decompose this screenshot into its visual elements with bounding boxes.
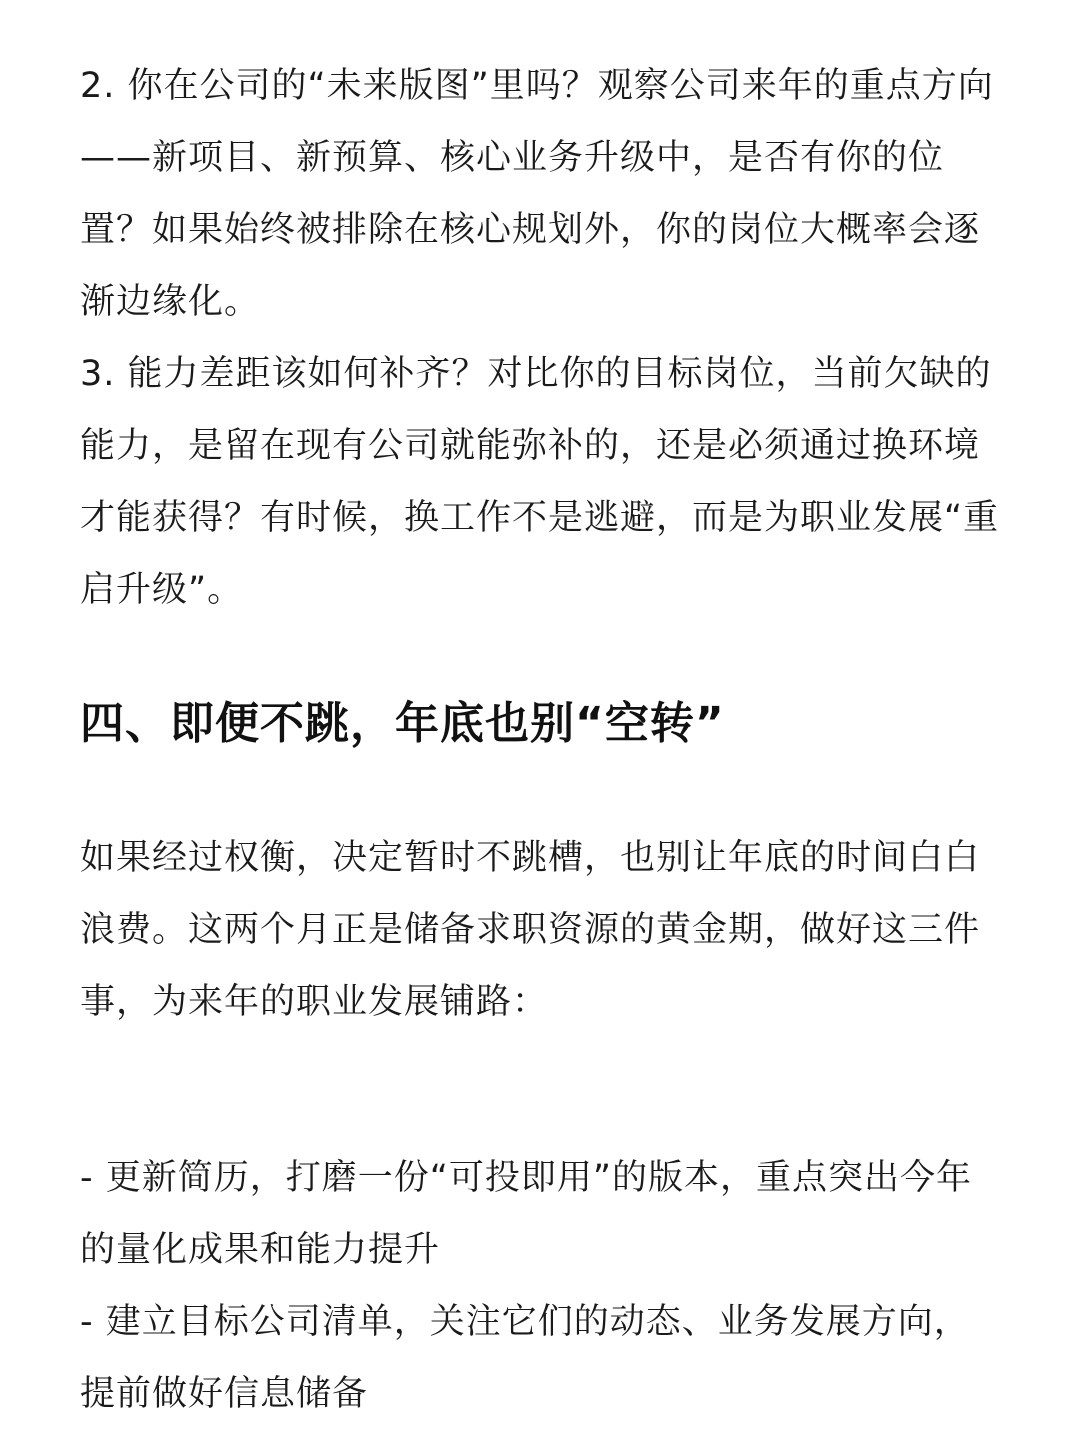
list-item: - 建立目标公司清单，关注它们的动态、业务发展方向，提前做好信息储备 (80, 1302, 970, 1414)
bullet-list (80, 1142, 1000, 1430)
item-2-paragraph: 2. 你在公司的“未来版图”里吗？观察公司来年的重点方向——新项目、新预算、核心业务升级中，是否有你的位置？如果始终被排除在核心规划外，你的岗位大概率会逐渐边缘化。 (80, 66, 994, 322)
list-item: - 更新简历，打磨一份“可投即用”的版本，重点突出今年的量化成果和能力提升 (80, 1158, 973, 1270)
article-body (80, 50, 1000, 1430)
intro-paragraph: 如果经过权衡，决定暂时不跳槽，也别让年底的时间白白浪费。这两个月正是储备求职资源的黄金期，做好这三件事，为来年的职业发展铺路： (80, 838, 981, 1022)
section-heading: 四、即便不跳，年底也别“空转” (80, 698, 725, 749)
item-3-paragraph: 3. 能力差距该如何补齐？对比你的目标岗位，当前欠缺的能力，是留在现有公司就能弥补的，还是必须通过换环境才能获得？有时候，换工作不是逃避，而是为职业发展“重启升级”。 (80, 354, 1000, 610)
